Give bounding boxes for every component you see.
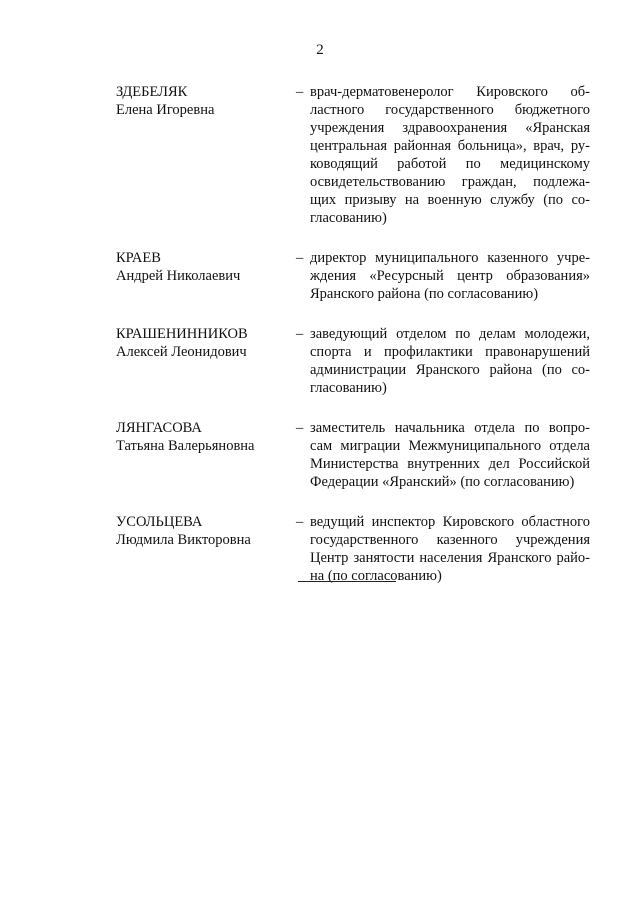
position-line: директор муниципального казенного учре- bbox=[310, 250, 590, 266]
member-position bbox=[310, 513, 590, 585]
member-entry bbox=[116, 249, 596, 303]
member-entry bbox=[116, 419, 596, 491]
position-line: на (по согласованию) bbox=[310, 568, 442, 584]
member-name bbox=[116, 83, 296, 227]
member-name bbox=[116, 249, 296, 303]
member-given-names: Алексей Леонидович bbox=[116, 344, 247, 360]
dash-separator: – bbox=[296, 420, 304, 436]
position-line: администрации Яранского района (по со- bbox=[310, 362, 590, 378]
position-line: заместитель начальника отдела по вопро- bbox=[310, 420, 590, 436]
member-surname: КРАЕВ bbox=[116, 250, 161, 266]
member-surname: УСОЛЬЦЕВА bbox=[116, 514, 203, 530]
dash-separator: – bbox=[296, 250, 304, 266]
member-entry bbox=[116, 513, 596, 585]
member-entry bbox=[116, 325, 596, 397]
member-given-names: Татьяна Валерьяновна bbox=[116, 438, 255, 454]
position-line: центральная районная больница», врач, ру- bbox=[310, 138, 590, 154]
position-line: ководящий работой по медицинскому bbox=[310, 156, 590, 172]
position-line: Федерации «Яранский» (по согласованию) bbox=[310, 474, 575, 490]
page-number: 2 bbox=[316, 42, 324, 58]
position-line: гласованию) bbox=[310, 380, 387, 396]
position-line: спорта и профилактики правонарушений bbox=[310, 344, 590, 360]
position-line: освидетельствованию граждан, подлежа- bbox=[310, 174, 590, 190]
position-line: Яранского района (по согласованию) bbox=[310, 286, 539, 302]
member-position bbox=[310, 249, 590, 303]
dash-separator: – bbox=[296, 514, 304, 530]
position-line: заведующий отделом по делам молодежи, bbox=[310, 326, 590, 342]
member-entry bbox=[116, 83, 596, 227]
member-given-names: Людмила Викторовна bbox=[116, 532, 251, 548]
position-line: щих призыву на военную службу (по со- bbox=[310, 192, 590, 208]
position-line: врач-дерматовенеролог Кировского об- bbox=[310, 84, 590, 100]
member-name bbox=[116, 513, 296, 585]
member-name bbox=[116, 325, 296, 397]
member-surname: ЛЯНГАСОВА bbox=[116, 420, 202, 436]
member-surname: КРАШЕНИННИКОВ bbox=[116, 326, 248, 342]
position-line: Центр занятости населения Яранского райо- bbox=[310, 550, 590, 566]
member-position bbox=[310, 419, 590, 491]
member-position bbox=[310, 325, 590, 397]
member-name bbox=[116, 419, 296, 491]
position-line: гласованию) bbox=[310, 210, 387, 226]
closing-rule bbox=[298, 581, 396, 582]
position-line: ждения «Ресурсный центр образования» bbox=[310, 268, 590, 284]
position-line: сам миграции Межмуниципального отдела bbox=[310, 438, 590, 454]
member-given-names: Елена Игоревна bbox=[116, 102, 215, 118]
member-surname: ЗДЕБЕЛЯК bbox=[116, 84, 188, 100]
dash-separator: – bbox=[296, 84, 304, 100]
member-position bbox=[310, 83, 590, 227]
dash-separator: – bbox=[296, 326, 304, 342]
position-line: ластного государственного бюджетного bbox=[310, 102, 590, 118]
position-line: ведущий инспектор Кировского областного bbox=[310, 514, 590, 530]
position-line: государственного казенного учреждения bbox=[310, 532, 590, 548]
position-line: Министерства внутренних дел Российской bbox=[310, 456, 590, 472]
position-line: учреждения здравоохранения «Яранская bbox=[310, 120, 590, 136]
commission-member-list bbox=[116, 83, 596, 607]
member-given-names: Андрей Николаевич bbox=[116, 268, 241, 284]
